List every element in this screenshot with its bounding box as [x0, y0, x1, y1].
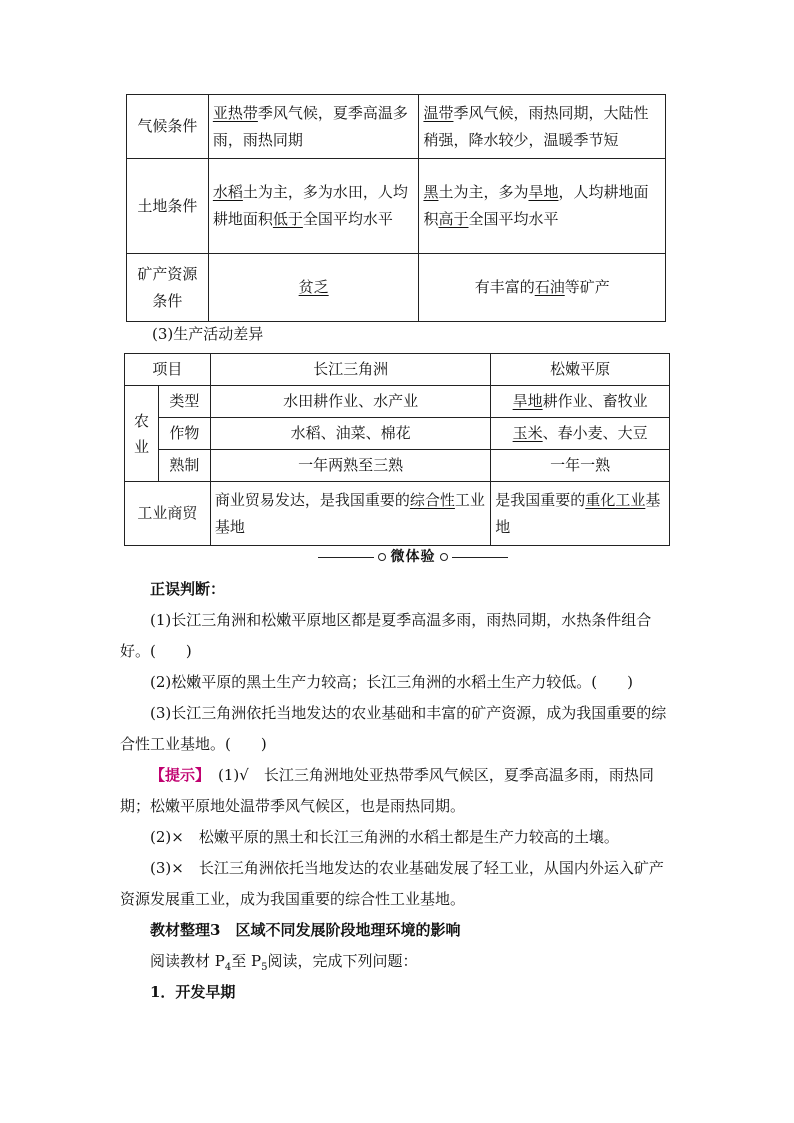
yangtze-cell: 水稻、油菜、棉花 — [210, 418, 490, 450]
yangtze-cell: 水田耕作业、水产业 — [210, 386, 490, 418]
yangtze-cell: 水稻土为主，多为水田，人均耕地面积低于全国平均水平 — [208, 159, 419, 254]
list-item: 1．开发早期 — [150, 983, 236, 1001]
songnen-cell: 温带季风气候，雨热同期，大陆性稍强，降水较少，温暖季节短 — [419, 95, 666, 159]
reading-instruction: 阅读教材 $P_4$至 $P_5$阅读，完成下列问题： — [150, 952, 418, 973]
table-row — [125, 450, 670, 482]
row-label: 工业商贸 — [125, 482, 211, 546]
songnen-cell: 玉米、春小麦、大豆 — [491, 418, 670, 450]
table-row — [125, 386, 670, 418]
hint-1: 【提示】 (1)√ 长江三角洲地处亚热带季风气候区，夏季高温多雨，雨热同期；松嫩平原地处温带季风气候区，也是雨热同期。 — [120, 766, 654, 815]
songnen-cell: 有丰富的石油等矿产 — [419, 254, 666, 322]
header-songnen: 松嫩平原 — [491, 354, 670, 386]
yangtze-cell: 亚热带季风气候，夏季高温多雨，雨热同期 — [208, 95, 419, 159]
sub-label: 熟制 — [158, 450, 210, 482]
hint-label: 【提示】 — [150, 766, 211, 784]
judgement-title: 正误判断： — [150, 580, 226, 598]
section-title: 教材整理3 区域不同发展阶段地理环境的影响 — [150, 921, 461, 939]
section-divider — [318, 547, 508, 567]
yangtze-cell: 贫乏 — [208, 254, 419, 322]
divider-line — [318, 557, 374, 558]
question-1: (1)长江三角洲和松嫩平原地区都是夏季高温多雨，雨热同期，水热条件组合好。( ) — [120, 611, 652, 660]
sub-label: 类型 — [158, 386, 210, 418]
question-3: (3)长江三角洲依托当地发达的农业基础和丰富的矿产资源，成为我国重要的综合性工业基地。( ) — [120, 704, 667, 753]
row-label: 矿产资源条件 — [127, 254, 209, 322]
header-yangtze: 长江三角洲 — [210, 354, 490, 386]
hint-2: (2)× 松嫩平原的黑土和长江三角洲的水稻土都是生产力较高的土壤。 — [150, 828, 619, 846]
songnen-cell: 一年一熟 — [491, 450, 670, 482]
agri-label: 农业 — [125, 386, 159, 482]
songnen-cell: 是我国重要的重化工业基地 — [491, 482, 670, 546]
yangtze-cell: 一年两熟至三熟 — [210, 450, 490, 482]
table-row — [127, 95, 666, 159]
sub-label: 作物 — [158, 418, 210, 450]
row-label: 土地条件 — [127, 159, 209, 254]
songnen-cell: 旱地耕作业、畜牧业 — [491, 386, 670, 418]
divider-dot — [440, 553, 448, 561]
table-row — [125, 482, 670, 546]
table-row — [127, 254, 666, 322]
question-2: (2)松嫩平原的黑土生产力较高；长江三角洲的水稻土生产力较低。( ) — [150, 673, 633, 691]
divider-line — [452, 557, 508, 558]
divider-title: 微体验 — [390, 549, 436, 565]
section-caption: (3)生产活动差异 — [152, 325, 264, 343]
table-row — [127, 159, 666, 254]
production-table — [124, 353, 670, 546]
yangtze-cell: 商业贸易发达，是我国重要的综合性工业基地 — [210, 482, 490, 546]
table-row — [125, 418, 670, 450]
songnen-cell: 黑土为主，多为旱地，人均耕地面积高于全国平均水平 — [419, 159, 666, 254]
header-item: 项目 — [125, 354, 211, 386]
conditions-table — [126, 94, 666, 322]
divider-dot — [378, 553, 386, 561]
hint-3: (3)× 长江三角洲依托当地发达的农业基础发展了轻工业，从国内外运入矿产资源发展重工业，成为我国重要的综合性工业基地。 — [120, 859, 664, 908]
row-label: 气候条件 — [127, 95, 209, 159]
table-header-row — [125, 354, 670, 386]
